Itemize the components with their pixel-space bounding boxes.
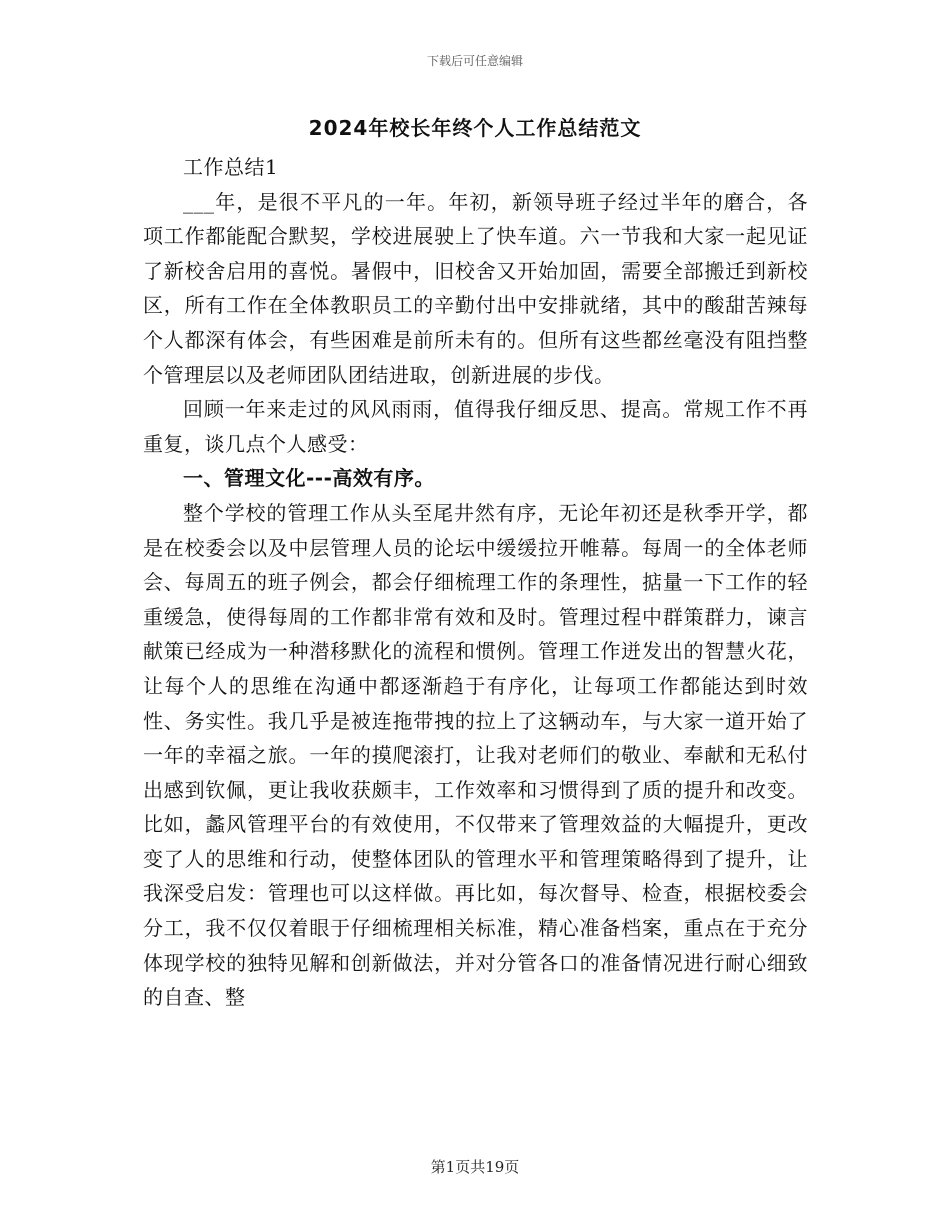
document-body [143,150,808,1015]
page-number: 第1页共19页 [430,1158,520,1176]
section-heading: 一、管理文化---高效有序。 [183,466,435,491]
paragraph: 整个学校的管理工作从头至尾井然有序，无论年初还是秋季开学，都是在校委会以及中层管理人员的论坛中缓缓拉开帷幕。每周一的全体老师会、每周五的班子例会，都会仔细梳理工作的条理性，掂量一下工作的轻重缓急，使得每周的工作都非常有效和及时。管理过程中群策群力，谏言献策已经成为一种潜移默化的流程和惯例。管理工作迸发出的智慧火花，让每个人的思维在沟通中都逐渐趋于有序化，让每项工作都能达到时效性、务实性。我几乎是被连拖带拽的拉上了这辆动车，与大家一道开始了一年的幸福之旅。一年的摸爬滚打，让我对老师们的敬业、奉献和无私付出感到钦佩，更让我收获颇丰，工作效率和习惯得到了质的提升和改变。比如，蠡风管理平台的有效使用，不仅带来了管理效益的大幅提升，更改变了人的思维和行动，使整体团队的管理水平和管理策略得到了提升，让我深受启发：管理也可以这样做。再比如，每次督导、检查，根据校委会分工，我不仅仅着眼于仔细梳理相关标准，精心准备档案，重点在于充分体现学校的独特见解和创新做法，并对分管各口的准备情况进行耐心细致的自查、整 [143,500,808,1010]
section-label: 工作总结1 [183,155,279,179]
document-title: 2024年校长年终个人工作总结范文 [308,116,642,140]
paragraph: 回顾一年来走过的风风雨雨，值得我仔细反思、提高。常规工作不再重复，谈几点个人感受： [143,397,808,456]
paragraph: ___年，是很不平凡的一年。年初，新领导班子经过半年的磨合，各项工作都能配合默契，学校进展驶上了快车道。六一节我和大家一起见证了新校舍启用的喜悦。暑假中，旧校舍又开始加固，需要全部搬迁到新校区，所有工作在全体教职员工的辛勤付出中安排就绪，其中的酸甜苦辣每个人都深有体会，有些困难是前所未有的。但所有这些都丝毫没有阻挡整个管理层以及老师团队团结进取，创新进展的步伐。 [143,189,808,387]
header-note: 下载后可任意编辑 [426,54,523,68]
